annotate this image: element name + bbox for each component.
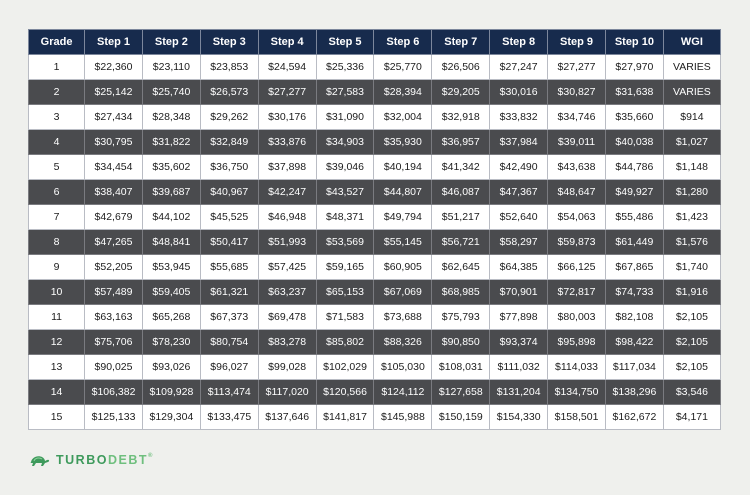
step-cell: $56,721 — [432, 230, 490, 255]
step-cell: $59,405 — [142, 280, 200, 305]
step-cell: $46,948 — [258, 205, 316, 230]
step-cell: $32,849 — [200, 130, 258, 155]
step-cell: $30,176 — [258, 105, 316, 130]
step-cell: $34,903 — [316, 130, 374, 155]
step-cell: $40,967 — [200, 180, 258, 205]
step-cell: $52,640 — [490, 205, 548, 230]
step-cell: $88,326 — [374, 330, 432, 355]
step-cell: $83,278 — [258, 330, 316, 355]
step-cell: $34,746 — [548, 105, 606, 130]
step-cell: $80,754 — [200, 330, 258, 355]
grade-cell: 6 — [29, 180, 85, 205]
step-cell: $31,638 — [605, 80, 663, 105]
step-cell: $47,265 — [85, 230, 143, 255]
step-cell: $51,217 — [432, 205, 490, 230]
step-cell: $102,029 — [316, 355, 374, 380]
logo — [28, 451, 154, 469]
wgi-cell: $1,280 — [663, 180, 720, 205]
table-row — [29, 280, 721, 305]
step-cell: $39,011 — [548, 130, 606, 155]
step-cell: $67,865 — [605, 255, 663, 280]
step-cell: $62,645 — [432, 255, 490, 280]
step-cell: $46,087 — [432, 180, 490, 205]
pay-grade-table — [28, 29, 721, 430]
wgi-cell: VARIES — [663, 80, 720, 105]
step-cell: $111,032 — [490, 355, 548, 380]
step-cell: $65,268 — [142, 305, 200, 330]
grade-cell: 12 — [29, 330, 85, 355]
step-cell: $42,247 — [258, 180, 316, 205]
table-row — [29, 55, 721, 80]
step-cell: $133,475 — [200, 405, 258, 430]
wgi-cell: $2,105 — [663, 355, 720, 380]
step-cell: $36,957 — [432, 130, 490, 155]
step-cell: $51,993 — [258, 230, 316, 255]
step-cell: $63,237 — [258, 280, 316, 305]
grade-cell: 2 — [29, 80, 85, 105]
step-cell: $28,348 — [142, 105, 200, 130]
step-cell: $27,434 — [85, 105, 143, 130]
table-row — [29, 205, 721, 230]
column-header: Step 8 — [490, 30, 548, 55]
grade-cell: 10 — [29, 280, 85, 305]
step-cell: $50,417 — [200, 230, 258, 255]
step-cell: $49,927 — [605, 180, 663, 205]
step-cell: $44,786 — [605, 155, 663, 180]
step-cell: $26,506 — [432, 55, 490, 80]
step-cell: $96,027 — [200, 355, 258, 380]
grade-cell: 3 — [29, 105, 85, 130]
table-row — [29, 80, 721, 105]
step-cell: $35,660 — [605, 105, 663, 130]
step-cell: $117,034 — [605, 355, 663, 380]
step-cell: $124,112 — [374, 380, 432, 405]
step-cell: $71,583 — [316, 305, 374, 330]
step-cell: $72,817 — [548, 280, 606, 305]
step-cell: $31,090 — [316, 105, 374, 130]
step-cell: $53,945 — [142, 255, 200, 280]
step-cell: $39,046 — [316, 155, 374, 180]
step-cell: $25,770 — [374, 55, 432, 80]
grade-cell: 8 — [29, 230, 85, 255]
wgi-cell: $1,148 — [663, 155, 720, 180]
grade-cell: 1 — [29, 55, 85, 80]
step-cell: $39,687 — [142, 180, 200, 205]
step-cell: $162,672 — [605, 405, 663, 430]
table-row — [29, 230, 721, 255]
step-cell: $32,004 — [374, 105, 432, 130]
step-cell: $57,489 — [85, 280, 143, 305]
step-cell: $75,793 — [432, 305, 490, 330]
grade-cell: 4 — [29, 130, 85, 155]
step-cell: $28,394 — [374, 80, 432, 105]
turtle-icon — [28, 453, 50, 467]
step-cell: $65,153 — [316, 280, 374, 305]
grade-cell: 5 — [29, 155, 85, 180]
table-row — [29, 305, 721, 330]
step-cell: $82,108 — [605, 305, 663, 330]
step-cell: $33,876 — [258, 130, 316, 155]
step-cell: $22,360 — [85, 55, 143, 80]
step-cell: $29,205 — [432, 80, 490, 105]
step-cell: $80,003 — [548, 305, 606, 330]
step-cell: $59,165 — [316, 255, 374, 280]
wgi-cell: $1,423 — [663, 205, 720, 230]
step-cell: $154,330 — [490, 405, 548, 430]
table-header — [29, 30, 721, 55]
step-cell: $31,822 — [142, 130, 200, 155]
step-cell: $55,486 — [605, 205, 663, 230]
column-header: WGI — [663, 30, 720, 55]
step-cell: $44,102 — [142, 205, 200, 230]
grade-cell: 13 — [29, 355, 85, 380]
logo-trademark: ® — [147, 453, 154, 459]
step-cell: $64,385 — [490, 255, 548, 280]
step-cell: $30,016 — [490, 80, 548, 105]
step-cell: $45,525 — [200, 205, 258, 230]
step-cell: $27,277 — [548, 55, 606, 80]
step-cell: $98,422 — [605, 330, 663, 355]
step-cell: $30,795 — [85, 130, 143, 155]
step-cell: $90,025 — [85, 355, 143, 380]
table-row — [29, 330, 721, 355]
step-cell: $114,033 — [548, 355, 606, 380]
step-cell: $141,817 — [316, 405, 374, 430]
step-cell: $52,205 — [85, 255, 143, 280]
wgi-cell: $914 — [663, 105, 720, 130]
grade-cell: 14 — [29, 380, 85, 405]
step-cell: $125,133 — [85, 405, 143, 430]
wgi-cell: VARIES — [663, 55, 720, 80]
grade-cell: 15 — [29, 405, 85, 430]
step-cell: $99,028 — [258, 355, 316, 380]
table-row — [29, 355, 721, 380]
step-cell: $73,688 — [374, 305, 432, 330]
step-cell: $75,706 — [85, 330, 143, 355]
column-header: Step 3 — [200, 30, 258, 55]
step-cell: $47,367 — [490, 180, 548, 205]
step-cell: $23,110 — [142, 55, 200, 80]
step-cell: $69,478 — [258, 305, 316, 330]
step-cell: $42,490 — [490, 155, 548, 180]
step-cell: $25,142 — [85, 80, 143, 105]
header-row — [29, 30, 721, 55]
step-cell: $77,898 — [490, 305, 548, 330]
step-cell: $145,988 — [374, 405, 432, 430]
step-cell: $113,474 — [200, 380, 258, 405]
step-cell: $33,832 — [490, 105, 548, 130]
step-cell: $120,566 — [316, 380, 374, 405]
step-cell: $35,602 — [142, 155, 200, 180]
step-cell: $70,901 — [490, 280, 548, 305]
step-cell: $25,336 — [316, 55, 374, 80]
pay-table-container — [28, 29, 721, 430]
step-cell: $106,382 — [85, 380, 143, 405]
wgi-cell: $1,916 — [663, 280, 720, 305]
step-cell: $24,594 — [258, 55, 316, 80]
step-cell: $29,262 — [200, 105, 258, 130]
step-cell: $48,647 — [548, 180, 606, 205]
column-header: Step 4 — [258, 30, 316, 55]
step-cell: $74,733 — [605, 280, 663, 305]
step-cell: $85,802 — [316, 330, 374, 355]
step-cell: $60,905 — [374, 255, 432, 280]
table-row — [29, 405, 721, 430]
wgi-cell: $1,027 — [663, 130, 720, 155]
step-cell: $105,030 — [374, 355, 432, 380]
column-header: Step 9 — [548, 30, 606, 55]
step-cell: $30,827 — [548, 80, 606, 105]
step-cell: $48,371 — [316, 205, 374, 230]
column-header: Step 5 — [316, 30, 374, 55]
table-row — [29, 255, 721, 280]
step-cell: $36,750 — [200, 155, 258, 180]
step-cell: $27,247 — [490, 55, 548, 80]
step-cell: $32,918 — [432, 105, 490, 130]
step-cell: $27,970 — [605, 55, 663, 80]
step-cell: $129,304 — [142, 405, 200, 430]
table-row — [29, 105, 721, 130]
step-cell: $90,850 — [432, 330, 490, 355]
column-header: Step 7 — [432, 30, 490, 55]
step-cell: $27,277 — [258, 80, 316, 105]
wgi-cell: $4,171 — [663, 405, 720, 430]
step-cell: $54,063 — [548, 205, 606, 230]
table-row — [29, 380, 721, 405]
column-header: Step 2 — [142, 30, 200, 55]
table-row — [29, 155, 721, 180]
step-cell: $26,573 — [200, 80, 258, 105]
step-cell: $55,145 — [374, 230, 432, 255]
step-cell: $93,374 — [490, 330, 548, 355]
step-cell: $37,984 — [490, 130, 548, 155]
step-cell: $41,342 — [432, 155, 490, 180]
step-cell: $61,449 — [605, 230, 663, 255]
step-cell: $138,296 — [605, 380, 663, 405]
column-header: Step 10 — [605, 30, 663, 55]
step-cell: $150,159 — [432, 405, 490, 430]
wgi-cell: $2,105 — [663, 305, 720, 330]
step-cell: $78,230 — [142, 330, 200, 355]
grade-cell: 11 — [29, 305, 85, 330]
step-cell: $49,794 — [374, 205, 432, 230]
step-cell: $57,425 — [258, 255, 316, 280]
step-cell: $55,685 — [200, 255, 258, 280]
column-header: Grade — [29, 30, 85, 55]
step-cell: $117,020 — [258, 380, 316, 405]
step-cell: $66,125 — [548, 255, 606, 280]
step-cell: $127,658 — [432, 380, 490, 405]
wgi-cell: $2,105 — [663, 330, 720, 355]
logo-text — [56, 453, 154, 467]
grade-cell: 7 — [29, 205, 85, 230]
step-cell: $37,898 — [258, 155, 316, 180]
column-header: Step 6 — [374, 30, 432, 55]
step-cell: $25,740 — [142, 80, 200, 105]
table-row — [29, 130, 721, 155]
table-row — [29, 180, 721, 205]
step-cell: $67,373 — [200, 305, 258, 330]
logo-text-turbo: TURBO — [56, 453, 108, 467]
step-cell: $95,898 — [548, 330, 606, 355]
step-cell: $131,204 — [490, 380, 548, 405]
step-cell: $68,985 — [432, 280, 490, 305]
step-cell: $34,454 — [85, 155, 143, 180]
logo-text-debt: DEBT — [107, 453, 148, 467]
step-cell: $40,038 — [605, 130, 663, 155]
step-cell: $44,807 — [374, 180, 432, 205]
step-cell: $67,069 — [374, 280, 432, 305]
step-cell: $63,163 — [85, 305, 143, 330]
step-cell: $109,928 — [142, 380, 200, 405]
step-cell: $43,638 — [548, 155, 606, 180]
step-cell: $61,321 — [200, 280, 258, 305]
step-cell: $59,873 — [548, 230, 606, 255]
wgi-cell: $3,546 — [663, 380, 720, 405]
step-cell: $53,569 — [316, 230, 374, 255]
column-header: Step 1 — [85, 30, 143, 55]
step-cell: $108,031 — [432, 355, 490, 380]
step-cell: $43,527 — [316, 180, 374, 205]
step-cell: $158,501 — [548, 405, 606, 430]
step-cell: $35,930 — [374, 130, 432, 155]
step-cell: $134,750 — [548, 380, 606, 405]
grade-cell: 9 — [29, 255, 85, 280]
wgi-cell: $1,740 — [663, 255, 720, 280]
step-cell: $38,407 — [85, 180, 143, 205]
step-cell: $48,841 — [142, 230, 200, 255]
table-body — [29, 55, 721, 430]
wgi-cell: $1,576 — [663, 230, 720, 255]
step-cell: $137,646 — [258, 405, 316, 430]
step-cell: $58,297 — [490, 230, 548, 255]
step-cell: $93,026 — [142, 355, 200, 380]
step-cell: $42,679 — [85, 205, 143, 230]
step-cell: $23,853 — [200, 55, 258, 80]
step-cell: $27,583 — [316, 80, 374, 105]
step-cell: $40,194 — [374, 155, 432, 180]
